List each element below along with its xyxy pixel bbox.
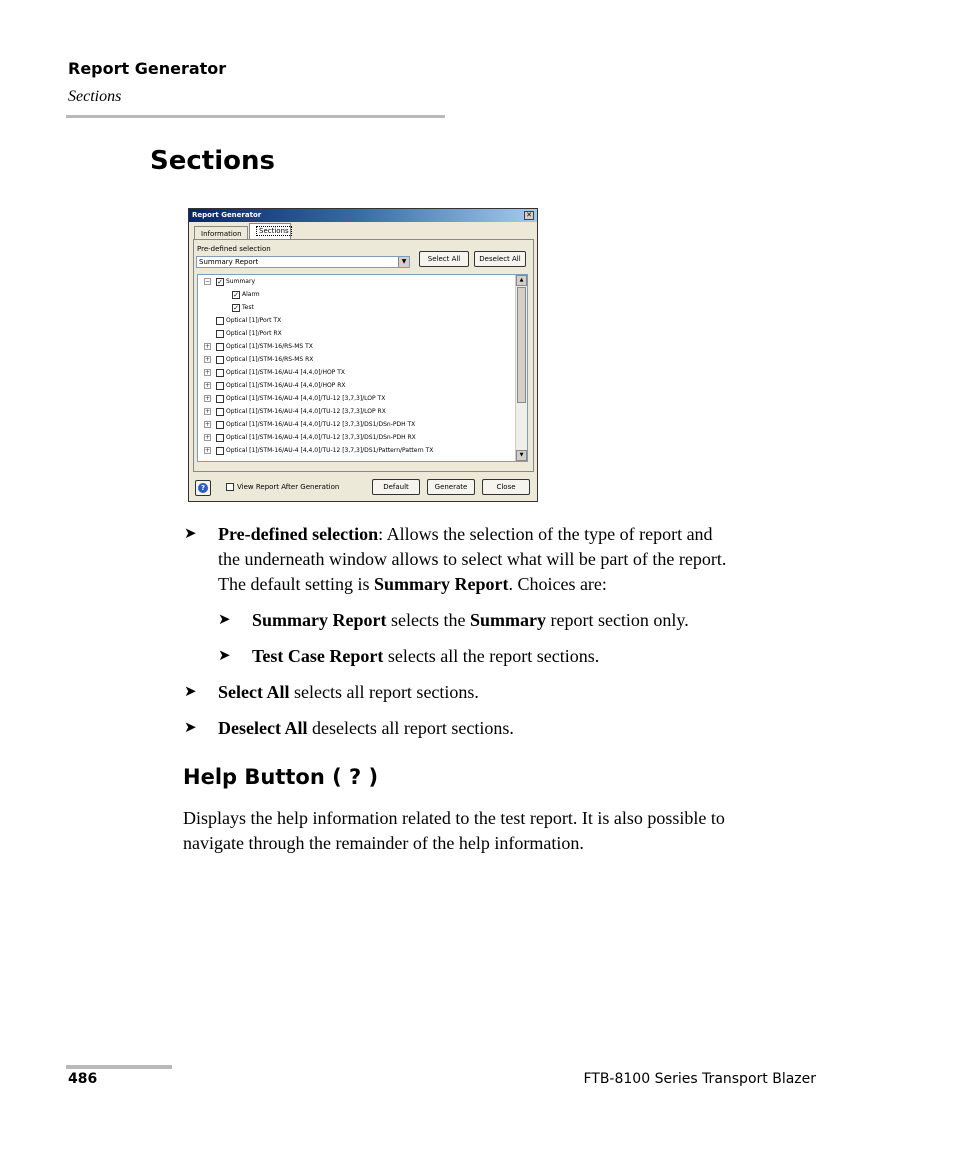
select-all-button[interactable]: Select All xyxy=(419,251,469,267)
scroll-thumb[interactable] xyxy=(517,287,526,403)
text: . Choices are: xyxy=(508,574,607,594)
tree-item[interactable] xyxy=(204,381,346,392)
product-name: FTB-8100 Series Transport Blazer xyxy=(583,1071,816,1087)
chevron-down-icon[interactable]: ▼ xyxy=(398,257,409,267)
expand-icon[interactable]: + xyxy=(205,421,211,428)
report-generator-dialog xyxy=(188,208,538,502)
term: Test Case Report xyxy=(252,646,384,666)
running-header-title: Report Generator xyxy=(68,59,227,78)
tree-item-label: Optical [1]/STM-16/AU-4 [4,4,0]/TU-12 [3,7,3]/DS1/Pattern/Pattern TX xyxy=(226,447,434,454)
tree-item-checkbox[interactable] xyxy=(216,343,224,351)
predefined-selection-value: Summary Report xyxy=(199,258,259,266)
help-button[interactable] xyxy=(195,480,211,496)
tree-item-label: Optical [1]/STM-16/AU-4 [4,4,0]/TU-12 [3,7,3]/DS1/DSn-PDH RX xyxy=(226,434,416,441)
tree-item-checkbox[interactable] xyxy=(216,421,224,429)
text: selects all the report sections. xyxy=(383,646,600,666)
tree-item-checkbox[interactable] xyxy=(216,317,224,325)
text: the underneath window allows to select what will be part of the report. xyxy=(218,549,727,569)
close-button[interactable]: Close xyxy=(482,479,530,495)
text: Displays the help information related to the test report. It is also possible to xyxy=(183,808,725,828)
tree-item-checkbox[interactable] xyxy=(216,369,224,377)
tree-item-label: Alarm xyxy=(242,291,260,298)
text: The default setting is xyxy=(218,574,374,594)
tree-item[interactable] xyxy=(204,329,282,340)
expand-icon[interactable]: + xyxy=(205,382,211,389)
expand-icon[interactable]: + xyxy=(205,408,211,415)
expand-icon[interactable]: + xyxy=(205,369,211,376)
header-rule xyxy=(66,115,445,118)
generate-button[interactable]: Generate xyxy=(427,479,475,495)
bullet-summary-report xyxy=(218,608,689,633)
text: selects the xyxy=(386,610,470,630)
term: Deselect All xyxy=(218,718,308,738)
expand-icon[interactable]: + xyxy=(205,356,211,363)
tree-item[interactable] xyxy=(204,355,313,366)
term: Summary Report xyxy=(252,610,387,630)
sections-tree[interactable] xyxy=(197,274,528,462)
expand-icon[interactable]: + xyxy=(205,434,211,441)
text: report section only. xyxy=(545,610,689,630)
bullet-predefined-selection xyxy=(184,522,838,597)
text: selects all report sections. xyxy=(289,682,479,702)
tree-item[interactable] xyxy=(204,433,416,444)
tree-item-label: Summary xyxy=(226,278,255,285)
help-icon: ? xyxy=(198,483,208,493)
tree-item-checkbox[interactable] xyxy=(216,395,224,403)
predefined-selection-dropdown[interactable] xyxy=(196,256,410,268)
tree-item[interactable] xyxy=(204,342,313,353)
view-report-label: View Report After Generation xyxy=(237,483,340,491)
expand-icon[interactable]: + xyxy=(205,395,211,402)
tree-item-checkbox[interactable]: ✓ xyxy=(217,277,223,286)
term: Select All xyxy=(218,682,290,702)
default-button[interactable]: Default xyxy=(372,479,420,495)
bullet-select-all xyxy=(184,680,479,705)
footer-rule xyxy=(66,1065,172,1069)
tree-item-checkbox[interactable]: ✓ xyxy=(233,290,239,299)
bullet-arrow-icon: ➤ xyxy=(184,720,197,736)
tree-item-checkbox[interactable] xyxy=(216,330,224,338)
tree-item[interactable] xyxy=(204,420,415,431)
scroll-down-icon[interactable]: ▼ xyxy=(516,450,527,461)
bullet-deselect-all xyxy=(184,716,514,741)
tab-sections-label: Sections xyxy=(256,226,292,236)
expand-icon[interactable]: + xyxy=(205,343,211,350)
bullet-arrow-icon: ➤ xyxy=(218,648,231,664)
page-title: Sections xyxy=(150,146,275,176)
tree-item-label: Optical [1]/STM-16/AU-4 [4,4,0]/TU-12 [3,7,3]/DS1/DSn-PDH TX xyxy=(226,421,416,428)
view-report-after-generation-checkbox[interactable] xyxy=(226,483,339,491)
text: navigate through the remainder of the help information. xyxy=(183,833,584,853)
term: Summary Report xyxy=(373,574,509,594)
bullet-arrow-icon: ➤ xyxy=(184,684,197,700)
tree-item[interactable] xyxy=(204,407,386,418)
bullet-arrow-icon: ➤ xyxy=(218,612,231,628)
tree-item-checkbox[interactable] xyxy=(216,447,224,455)
tree-item-checkbox[interactable] xyxy=(216,408,224,416)
bullet-test-case-report xyxy=(218,644,600,669)
tree-item[interactable] xyxy=(204,316,281,327)
deselect-all-button[interactable]: Deselect All xyxy=(474,251,526,267)
tab-sections[interactable] xyxy=(249,223,291,240)
predefined-selection-label: Pre-defined selection xyxy=(197,245,271,253)
help-button-heading: Help Button ( ? ) xyxy=(183,765,379,789)
tree-item[interactable] xyxy=(220,303,254,314)
tree-item[interactable] xyxy=(204,368,345,379)
tree-item-label: Optical [1]/STM-16/AU-4 [4,4,0]/HOP RX xyxy=(226,382,346,389)
dialog-title: Report Generator xyxy=(192,211,262,219)
tree-item-label: Optical [1]/STM-16/AU-4 [4,4,0]/TU-12 [3,7,3]/LOP TX xyxy=(226,395,386,402)
page-number: 486 xyxy=(68,1071,98,1087)
tree-item-label: Optical [1]/STM-16/AU-4 [4,4,0]/HOP TX xyxy=(226,369,345,376)
tree-item-checkbox[interactable] xyxy=(216,382,224,390)
scroll-up-icon[interactable]: ▲ xyxy=(516,275,527,286)
tree-item-label: Optical [1]/STM-16/RS-MS RX xyxy=(226,356,314,363)
term: Summary xyxy=(469,610,546,630)
tree-item[interactable] xyxy=(204,446,433,457)
tree-item[interactable] xyxy=(220,290,260,301)
tree-scrollbar[interactable] xyxy=(515,275,527,461)
tree-item-label: Optical [1]/Port TX xyxy=(226,317,282,324)
checkbox-box[interactable] xyxy=(226,483,234,491)
tree-item-checkbox[interactable] xyxy=(216,356,224,364)
collapse-icon[interactable]: − xyxy=(205,278,211,285)
tree-item-label: Optical [1]/STM-16/RS-MS TX xyxy=(226,343,313,350)
dialog-titlebar xyxy=(189,209,537,222)
close-icon[interactable]: ✕ xyxy=(524,211,534,220)
bullet-arrow-icon: ➤ xyxy=(184,526,197,542)
tree-item[interactable] xyxy=(204,394,385,405)
term: Pre-defined selection xyxy=(218,524,379,544)
tree-item-label: Optical [1]/STM-16/AU-4 [4,4,0]/TU-12 [3,7,3]/LOP RX xyxy=(226,408,386,415)
text: deselects all report sections. xyxy=(307,718,514,738)
text: : Allows the selection of the type of report and xyxy=(378,524,713,544)
running-header-subtitle: Sections xyxy=(68,88,122,105)
help-button-description xyxy=(183,806,823,856)
tree-item-label: Test xyxy=(242,304,254,311)
tree-item[interactable] xyxy=(204,277,255,288)
tree-item-label: Optical [1]/Port RX xyxy=(226,330,282,337)
tab-information[interactable]: Information xyxy=(194,226,248,240)
tree-item-checkbox[interactable] xyxy=(216,434,224,442)
tree-item-checkbox[interactable]: ✓ xyxy=(233,303,239,312)
expand-icon[interactable]: + xyxy=(205,447,211,454)
